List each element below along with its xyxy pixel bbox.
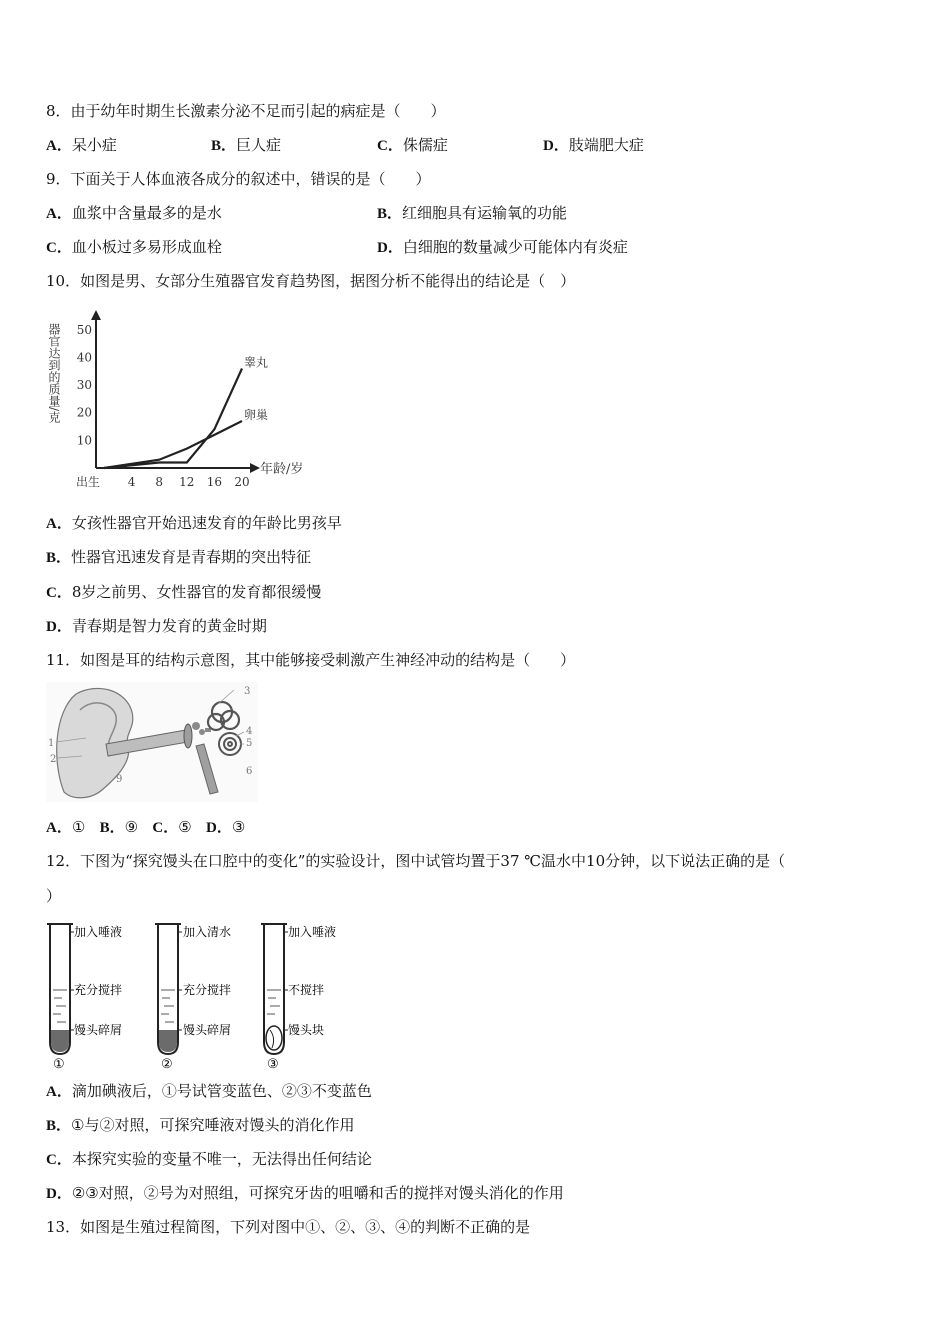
- tube-1-number: ①: [53, 1057, 65, 1070]
- q13-stem: 13．如图是生殖过程简图，下列对图中①、②、③、④的判断不正确的是: [46, 1218, 531, 1236]
- tube-3-number: ③: [267, 1057, 279, 1070]
- tube-1-top: 加入唾液: [74, 925, 123, 939]
- tube-1-bottom: 馒头碎屑: [74, 1023, 123, 1037]
- tube-2: [155, 924, 231, 1070]
- q10-option-d: D．青春期是智力发育的黄金时期: [46, 617, 267, 635]
- q12-stem-line1: 12．下图为“探究馒头在口腔中的变化”的实验设计，图中试管均置于37 ℃温水中10分钟，以下说法正确的是（: [46, 852, 786, 870]
- q9-option-b: B．红细胞具有运输氧的功能: [377, 204, 568, 222]
- x-tick-label: 20: [234, 475, 250, 489]
- tube-2-mid: 充分搅拌: [183, 983, 232, 997]
- series-label: 卵巢: [244, 408, 269, 423]
- test-tube-diagram: [44, 918, 354, 1070]
- eardrum: [184, 724, 192, 748]
- ear-label-4: 4: [246, 726, 253, 737]
- q12-option-c: C．本探究实验的变量不唯一，无法得出任何结论: [46, 1150, 372, 1168]
- x-tick-label: 4: [127, 475, 136, 489]
- q12-option-a: A．滴加碘液后，①号试管变蓝色、②③不变蓝色: [46, 1082, 372, 1100]
- ear-label-6: 6: [246, 766, 253, 777]
- tube-3-bottom: 馒头块: [288, 1023, 325, 1037]
- y-tick-label: 30: [76, 378, 92, 393]
- y-tick-label: 40: [76, 350, 92, 365]
- ear-diagram: [46, 682, 258, 802]
- q10-option-a: A．女孩性器官开始迅速发育的年龄比男孩早: [46, 514, 342, 532]
- series-line-ovary: [104, 421, 242, 468]
- tube-1-crumbs: [51, 1030, 69, 1052]
- x-tick-label: 12: [179, 475, 195, 489]
- q8-option-b: B．巨人症: [211, 136, 282, 154]
- x-tick-label: 8: [155, 475, 164, 489]
- q11-stem: 11．如图是耳的结构示意图，其中能够接受刺激产生神经冲动的结构是（ ）: [46, 651, 576, 669]
- tube-2-bottom: 馒头碎屑: [183, 1023, 232, 1037]
- y-tick-label: 50: [76, 322, 92, 337]
- x-axis-arrow: [250, 463, 260, 473]
- chart-xlabel: 年龄/岁: [260, 462, 304, 477]
- series-label: 睾丸: [244, 355, 269, 370]
- q9-stem: 9．下面关于人体血液各成分的叙述中，错误的是（ ）: [46, 170, 431, 188]
- tube-3-top: 加入唾液: [288, 925, 337, 939]
- ear-label-2: 2: [50, 754, 57, 765]
- q8-option-a: A．呆小症: [46, 136, 117, 154]
- y-tick-label: 10: [76, 433, 92, 448]
- tube-2-number: ②: [161, 1057, 173, 1070]
- q8-option-c: C．侏儒症: [377, 136, 448, 154]
- tube-3: [261, 924, 336, 1070]
- x-tick-label: 16: [206, 475, 223, 489]
- q11-options: A．① B．⑨ C．⑤ D．③: [46, 818, 246, 836]
- chart-ylabel: 器官达到的质量/克: [47, 323, 61, 424]
- tube-1: [47, 924, 122, 1070]
- q12-option-d: D．②③对照，②号为对照组，可探究牙齿的咀嚼和舌的搅拌对馒头消化的作用: [46, 1184, 564, 1202]
- tube-1-mid: 充分搅拌: [74, 983, 123, 997]
- tube-2-top: 加入清水: [183, 925, 232, 939]
- q9-option-c: C．血小板过多易形成血栓: [46, 238, 222, 256]
- q12-stem-line2: ）: [46, 887, 62, 905]
- ear-label-1: 1: [48, 738, 55, 749]
- q8-option-d: D．肢端肥大症: [543, 136, 644, 154]
- x-tick-label: 出生: [75, 475, 101, 489]
- tube-3-mid: 不搅拌: [288, 983, 325, 997]
- q9-option-d: D．白细胞的数量减少可能体内有炎症: [377, 238, 628, 256]
- growth-chart: [46, 308, 346, 496]
- ear-label-9: 9: [116, 774, 123, 785]
- q8-stem: 8．由于幼年时期生长激素分泌不足而引起的病症是（ ）: [46, 102, 446, 120]
- ear-label-5: 5: [246, 738, 253, 749]
- q10-stem: 10．如图是男、女部分生殖器官发育趋势图，据图分析不能得出的结论是（ ）: [46, 272, 576, 290]
- q9-option-a: A．血浆中含量最多的是水: [46, 204, 222, 222]
- ear-label-3: 3: [244, 686, 251, 697]
- q10-option-c: C．8岁之前男、女性器官的发育都很缓慢: [46, 583, 322, 601]
- tube-3-bread-block: [266, 1026, 282, 1050]
- q12-option-b: B．①与②对照，可探究唾液对馒头的消化作用: [46, 1116, 355, 1134]
- q10-option-b: B．性器官迅速发育是青春期的突出特征: [46, 548, 312, 566]
- y-axis-arrow: [91, 310, 101, 320]
- tube-2-crumbs: [159, 1030, 177, 1052]
- y-tick-label: 20: [76, 405, 92, 420]
